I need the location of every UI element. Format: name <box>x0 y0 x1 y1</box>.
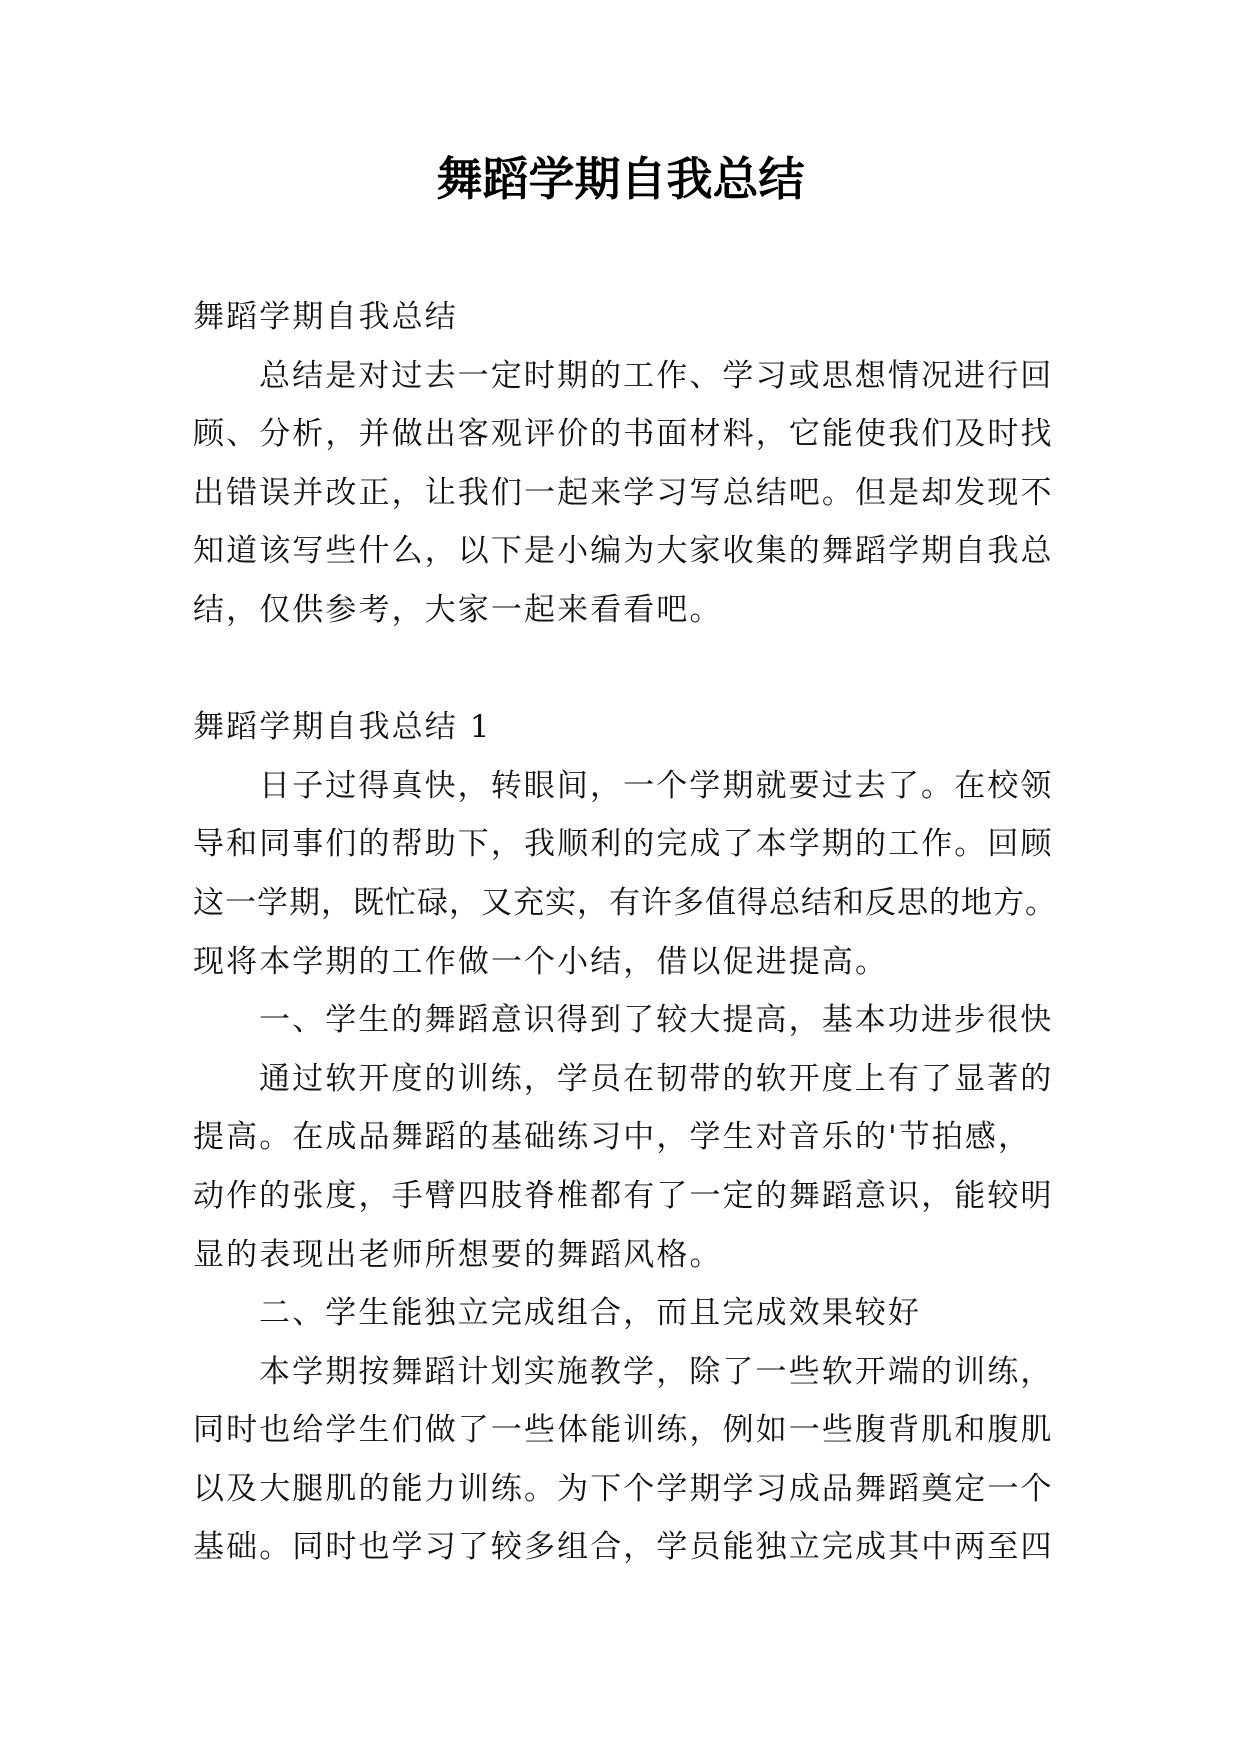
intro-heading: 舞蹈学期自我总结 <box>193 299 458 335</box>
document-body <box>193 288 1073 1577</box>
text-line: 以及大腿肌的能力训练。为下个学期学习成品舞蹈奠定一个 <box>193 1470 1054 1507</box>
text-line: 导和同事们的帮助下，我顺利的完成了本学期的工作。回顾 <box>193 826 1054 863</box>
document-title: 舞蹈学期自我总结 <box>436 152 805 206</box>
text-line: 顾、分析，并做出客观评价的书面材料，它能使我们及时找 <box>193 416 1054 453</box>
text-line: 动作的张度，手臂四肢脊椎都有了一定的舞蹈意识，能较明 <box>193 1177 1054 1214</box>
section-heading: 舞蹈学期自我总结 1 <box>193 709 492 746</box>
text-line: 总结是对过去一定时期的工作、学习或思想情况进行回 <box>259 357 1054 394</box>
paragraph <box>193 757 1073 991</box>
point-heading <box>193 991 1073 1050</box>
text-line: 同时也给学生们做了一些体能训练，例如一些腹背肌和腹肌 <box>193 1412 1054 1449</box>
text-line: 本学期按舞蹈计划实施教学，除了一些软开端的训练， <box>259 1353 1054 1390</box>
intro-paragraph <box>193 347 1073 640</box>
text-line: 基础。同时也学习了较多组合，学员能独立完成其中两至四 <box>193 1529 1054 1566</box>
text-line: 显的表现出老师所想要的舞蹈风格。 <box>193 1236 723 1273</box>
point-heading <box>193 1284 1073 1343</box>
text-line: 这一学期，既忙碌，又充实，有许多值得总结和反思的地方。 <box>193 884 1057 921</box>
text-line: 现将本学期的工作做一个小结，借以促进提高。 <box>193 943 889 980</box>
text-line: 结，仅供参考，大家一起来看看吧。 <box>193 591 723 628</box>
text-line: 出错误并改正，让我们一起来学习写总结吧。但是却发现不 <box>193 474 1054 511</box>
text-line: 二、学生能独立完成组合，而且完成效果较好 <box>259 1295 921 1332</box>
text-line: 通过软开度的训练，学员在韧带的软开度上有了显著的 <box>259 1060 1054 1097</box>
text-line: 一、学生的舞蹈意识得到了较大提高，基本功进步很快 <box>259 1002 1054 1039</box>
text-line: 提高。在成品舞蹈的基础练习中，学生对音乐的'节拍感， <box>193 1119 1032 1156</box>
text-line: 知道该写些什么，以下是小编为大家收集的舞蹈学期自我总 <box>193 533 1054 570</box>
paragraph <box>193 1343 1073 1577</box>
text-line: 日子过得真快，转眼间，一个学期就要过去了。在校领 <box>259 767 1054 804</box>
paragraph <box>193 1050 1073 1284</box>
